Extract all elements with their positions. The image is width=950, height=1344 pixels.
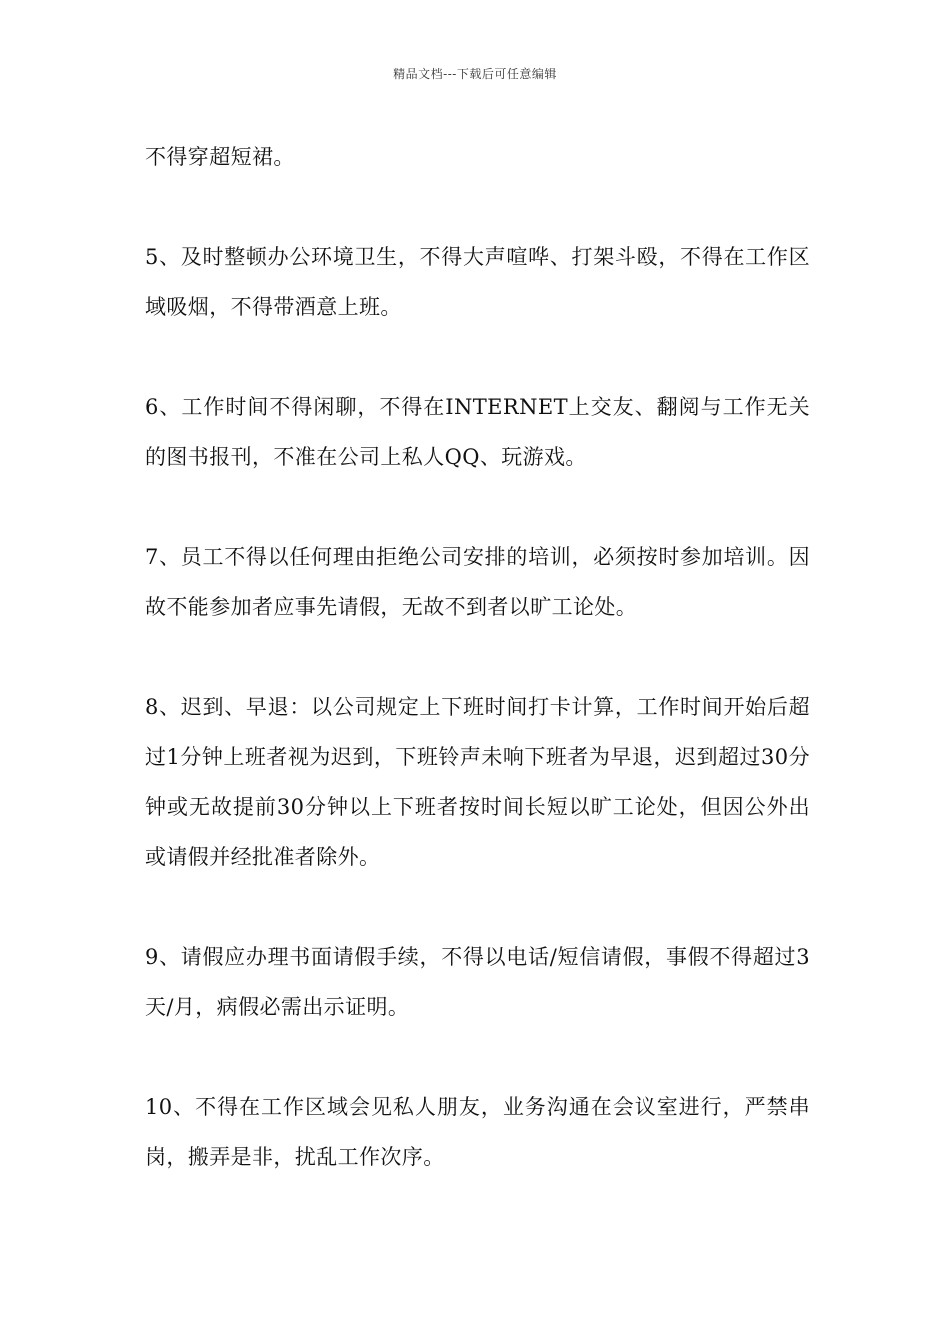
- rule-item-10: 10、不得在工作区域会见私人朋友，业务沟通在会议室进行，严禁串岗，搬弄是非，扰乱工作次序。: [145, 1095, 810, 1169]
- rule-item-9: 9、请假应办理书面请假手续，不得以电话/短信请假，事假不得超过3天/月，病假必需出示证明。: [145, 945, 810, 1019]
- rule-item-8: 8、迟到、早退：以公司规定上下班时间打卡计算，工作时间开始后超过1分钟上班者视为迟到，下班铃声未响下班者为早退，迟到超过30分钟或无故提前30分钟以上下班者按时间长短以旷工论处，但因公外出或请假并经批准者除外。: [145, 695, 810, 869]
- page-header: 精品文档---下载后可任意编辑: [393, 67, 557, 81]
- rule-item-7: 7、员工不得以任何理由拒绝公司安排的培训，必须按时参加培训。因故不能参加者应事先请假，无故不到者以旷工论处。: [145, 545, 810, 619]
- document-body: [145, 132, 810, 1182]
- paragraph-continuation: 不得穿超短裙。: [145, 145, 295, 169]
- rule-item-5: 5、及时整顿办公环境卫生，不得大声喧哗、打架斗殴，不得在工作区域吸烟，不得带酒意上班。: [145, 245, 810, 319]
- rule-item-6: 6、工作时间不得闲聊，不得在INTERNET上交友、翻阅与工作无关的图书报刊，不准在公司上私人QQ、玩游戏。: [145, 395, 810, 469]
